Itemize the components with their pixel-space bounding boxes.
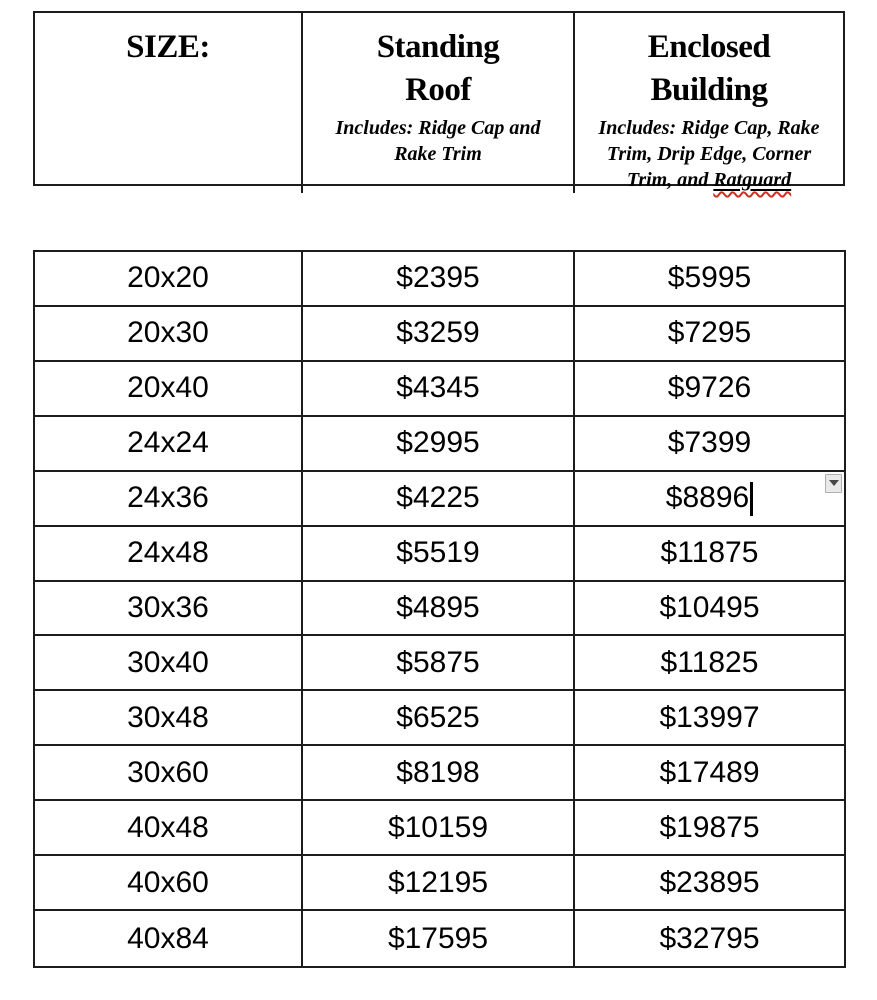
cell-text: $4345 (396, 371, 480, 405)
title-line: Standing (376, 29, 500, 65)
enclosed-building-price-cell[interactable] (575, 691, 844, 746)
standing-roof-price-cell[interactable] (303, 307, 575, 362)
size-cell[interactable] (35, 417, 303, 472)
cell-text: $5519 (396, 536, 480, 570)
size-cell[interactable] (35, 252, 303, 307)
spellcheck-squiggle (713, 169, 791, 191)
cell-text: $8198 (396, 755, 480, 789)
header-table (33, 11, 845, 191)
standing-roof-price-cell[interactable] (303, 582, 575, 637)
standing-roof-price-cell[interactable] (303, 362, 575, 417)
standing-roof-price-cell[interactable] (303, 746, 575, 801)
cell-text: 20x40 (127, 371, 209, 405)
flagged-word: Ratguard (713, 168, 792, 191)
text-cursor (750, 482, 753, 516)
cell-text: 40x84 (127, 921, 209, 955)
size-cell[interactable] (35, 582, 303, 637)
header-cell-standing-roof[interactable] (303, 13, 575, 193)
standing-roof-price-cell[interactable] (303, 801, 575, 856)
cell-text: $12195 (387, 865, 489, 899)
title-line: Building (650, 71, 768, 108)
size-cell[interactable] (35, 801, 303, 856)
title-line: Enclosed (647, 29, 771, 65)
cell-text: $8896 (665, 481, 750, 515)
standing-roof-price-cell[interactable] (303, 252, 575, 307)
standing-roof-price-cell[interactable] (303, 527, 575, 582)
enclosed-building-price-cell[interactable] (575, 582, 844, 637)
cell-text: $7295 (667, 316, 752, 350)
cell-text: $11875 (660, 536, 759, 570)
cell-text: 24x24 (127, 426, 209, 460)
size-header-title: SIZE: (126, 29, 210, 65)
title-line: Roof (405, 71, 471, 108)
size-cell[interactable] (35, 636, 303, 691)
cell-text: $5875 (396, 645, 480, 679)
chevron-down-icon (829, 480, 839, 486)
cell-text: 20x30 (127, 316, 209, 350)
cell-text: $19875 (659, 810, 760, 844)
cell-text: $2995 (396, 426, 480, 460)
size-cell[interactable] (35, 856, 303, 911)
enclosed-building-header-subtitle (583, 115, 835, 193)
standing-roof-header-title (303, 26, 573, 112)
cell-text: $9726 (667, 371, 752, 405)
enclosed-building-price-cell[interactable] (575, 527, 844, 582)
standing-roof-price-cell[interactable] (303, 691, 575, 746)
size-cell[interactable] (35, 691, 303, 746)
enclosed-building-price-cell[interactable] (575, 472, 844, 527)
cell-text: $32795 (659, 921, 760, 955)
cell-text: 30x36 (127, 590, 209, 624)
cell-text: 24x48 (127, 536, 209, 570)
enclosed-building-price-cell[interactable] (575, 252, 844, 307)
cell-text: $4895 (396, 590, 480, 624)
standing-roof-price-cell[interactable] (303, 472, 575, 527)
standing-roof-header-subtitle: Includes: Ridge Cap and Rake Trim (335, 116, 541, 165)
cell-text: 24x36 (127, 481, 209, 515)
cell-text: 30x60 (127, 755, 209, 789)
cell-text: 20x20 (127, 261, 209, 295)
enclosed-building-price-cell[interactable] (575, 801, 844, 856)
size-cell[interactable] (35, 307, 303, 362)
standing-roof-price-cell[interactable] (303, 636, 575, 691)
cell-text: 30x48 (127, 700, 209, 734)
cell-text: $17489 (659, 755, 760, 789)
header-cell-size[interactable] (35, 13, 303, 193)
cell-text: 40x48 (127, 810, 209, 844)
enclosed-building-price-cell[interactable] (575, 856, 844, 911)
size-cell[interactable] (35, 746, 303, 801)
header-cell-enclosed-building[interactable] (575, 13, 843, 193)
enclosed-building-header-title (575, 26, 843, 112)
standing-roof-price-cell[interactable] (303, 856, 575, 911)
cell-text: $5995 (667, 261, 752, 295)
cell-text: $23895 (659, 865, 760, 899)
standing-roof-price-cell[interactable] (303, 417, 575, 472)
size-cell[interactable] (35, 472, 303, 527)
enclosed-building-price-cell[interactable] (575, 746, 844, 801)
size-cell[interactable] (35, 362, 303, 417)
cell-text: $3259 (396, 316, 480, 350)
cell-text: $4225 (396, 481, 480, 515)
enclosed-building-price-cell[interactable] (575, 417, 844, 472)
cell-text: $17595 (387, 921, 489, 955)
enclosed-building-price-cell[interactable] (575, 911, 844, 966)
cell-text: $10159 (387, 810, 489, 844)
cell-text: 30x40 (127, 645, 209, 679)
size-cell[interactable] (35, 911, 303, 966)
enclosed-building-price-cell[interactable] (575, 362, 844, 417)
cell-text: $13997 (659, 700, 760, 734)
enclosed-building-price-cell[interactable] (575, 636, 844, 691)
table-cell-dropdown-button[interactable] (825, 474, 842, 493)
price-table (33, 250, 846, 968)
cell-text: $11825 (660, 645, 759, 679)
cell-text: $10495 (659, 590, 760, 624)
subtitle-text: Includes: Ridge Cap, Rake Trim, Drip Edge, Corner Trim, and (598, 116, 820, 191)
enclosed-building-price-cell[interactable] (575, 307, 844, 362)
size-cell[interactable] (35, 527, 303, 582)
cell-text: $7399 (667, 426, 752, 460)
standing-roof-price-cell[interactable] (303, 911, 575, 966)
cell-text: $2395 (396, 261, 480, 295)
cell-text: $6525 (396, 700, 480, 734)
cell-text: 40x60 (127, 865, 209, 899)
